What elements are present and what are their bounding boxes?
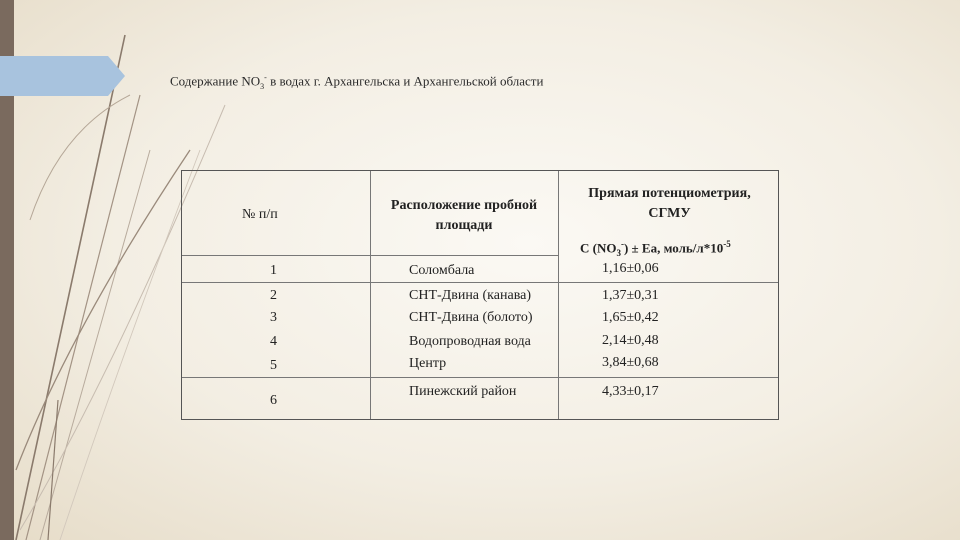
nitrate-table <box>181 170 779 420</box>
row-divider <box>370 255 558 256</box>
row-3-value: 1,65±0,42 <box>602 310 659 325</box>
col-divider <box>558 171 559 419</box>
row-divider <box>182 282 778 283</box>
row-6-location: Пинежский район <box>409 384 517 399</box>
row-1-number: 1 <box>270 263 277 278</box>
row-6-value: 4,33±0,17 <box>602 384 659 399</box>
header-number: № п/п <box>242 207 278 222</box>
row-divider <box>182 255 370 256</box>
row-2-value: 1,37±0,31 <box>602 288 659 303</box>
row-3-location: СНТ-Двина (болото) <box>409 310 533 325</box>
row-3-number: 3 <box>270 310 277 325</box>
row-1-location: Соломбала <box>409 263 475 278</box>
row-5-location: Центр <box>409 356 447 371</box>
header-method: Прямая потенциометрия, СГМУ <box>588 186 751 221</box>
row-1-value: 1,16±0,06 <box>602 261 659 276</box>
header-concentration: С $(NO_3^-) \pm Ea$, моль/$л*10^{-5}$ <box>580 239 731 258</box>
row-4-value: 2,14±0,48 <box>602 333 659 348</box>
row-4-number: 4 <box>270 334 277 349</box>
row-5-number: 5 <box>270 358 277 373</box>
row-2-location: СНТ-Двина (канава) <box>409 288 531 303</box>
row-5-value: 3,84±0,68 <box>602 355 659 370</box>
row-divider <box>182 377 778 378</box>
col-divider <box>370 171 371 419</box>
row-2-number: 2 <box>270 288 277 303</box>
row-4-location: Водопроводная вода <box>409 334 531 349</box>
header-location: Расположение пробной площади <box>390 198 538 233</box>
title-arrow-banner <box>0 56 125 96</box>
slide-title: Содержание $NO_3^-$ в водах г. Архангельска и Архангельской области <box>170 73 544 91</box>
row-6-number: 6 <box>270 393 277 408</box>
